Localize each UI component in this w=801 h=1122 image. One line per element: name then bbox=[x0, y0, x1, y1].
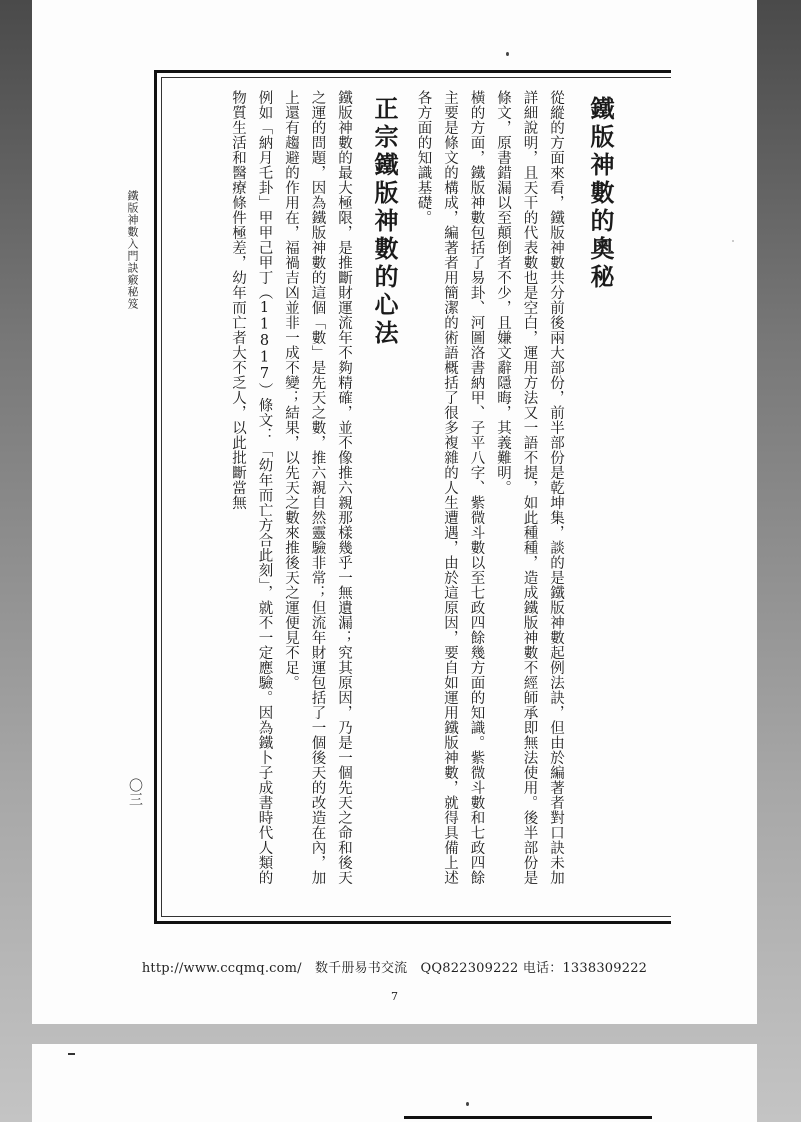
page-number: 7 bbox=[391, 990, 398, 1003]
scan-speck bbox=[506, 52, 509, 56]
scan-speck bbox=[466, 1102, 469, 1106]
scan-mark bbox=[68, 1053, 75, 1055]
section-title-mystery: 鐵版神數的奧秘 bbox=[586, 96, 615, 292]
side-page-number: 〇三 bbox=[127, 778, 143, 806]
next-scanned-page bbox=[32, 1044, 757, 1122]
paragraph: 鐵版神數的最大極限，是推斷財運流年不夠精確，並不像推六親那樣幾乎一無遺漏；究其原因，乃是一個先天之命和後天之運的問題，因為鐵版神數的這個「數」是先天之數，推六親自然靈驗非常；但流年財運包括了一個後天的改造在內，加上還有趨避的作用在，福禍吉凶並非一成不變；結果，以先天之數來推後天之運便見不足。 bbox=[283, 90, 352, 885]
paragraph: 例如「納月乇卦」甲甲己甲丁（11817）條文：「幼年而亡方合此刻」，就不一定應驗。因為鐵卜子成書時代人類的物質生活和醫療條件極差，幼年而亡者大不乏人，以此批斷當無 bbox=[230, 90, 273, 886]
paragraph: 從縱的方面來看，鐵版神數共分前後兩大部份，前半部份是乾坤集，談的是鐵版神數起例法訣，但由於編著者對口訣未加詳細說明，且天干的代表數也是空白，運用方法又一語不提，如此種種，造成鐵版神數不經師承即無法使用。後半部份是條文，原書錯漏以至顛倒者不少，且嫌文辭隱晦，其義難明。 bbox=[495, 90, 564, 885]
scan-speck bbox=[732, 240, 734, 242]
next-page-frame-top bbox=[404, 1116, 652, 1119]
page-content bbox=[180, 90, 620, 890]
section-title-method: 正宗鐵版神數的心法 bbox=[370, 96, 399, 348]
footer-watermark-text: http://www.ccqmq.com/ 数千册易书交流 QQ822309222 电话：1338309222 bbox=[141, 961, 648, 976]
book-side-title: 鐵版神數入門訣竅秘笈 bbox=[126, 190, 139, 310]
scanned-page bbox=[32, 0, 757, 1024]
paragraph: 橫的方面，鐵版神數包括了易卦、河圖洛書納甲、子平八字、紫微斗數以至七政四餘幾方面的知識。紫微斗數和七政四餘主要是條文的構成，編著者用簡潔的術語概括了很多複雜的人生遭遇，由於這原因，要自如運用鐵版神數，就得具備上述各方面的知識基礎。 bbox=[415, 90, 485, 885]
